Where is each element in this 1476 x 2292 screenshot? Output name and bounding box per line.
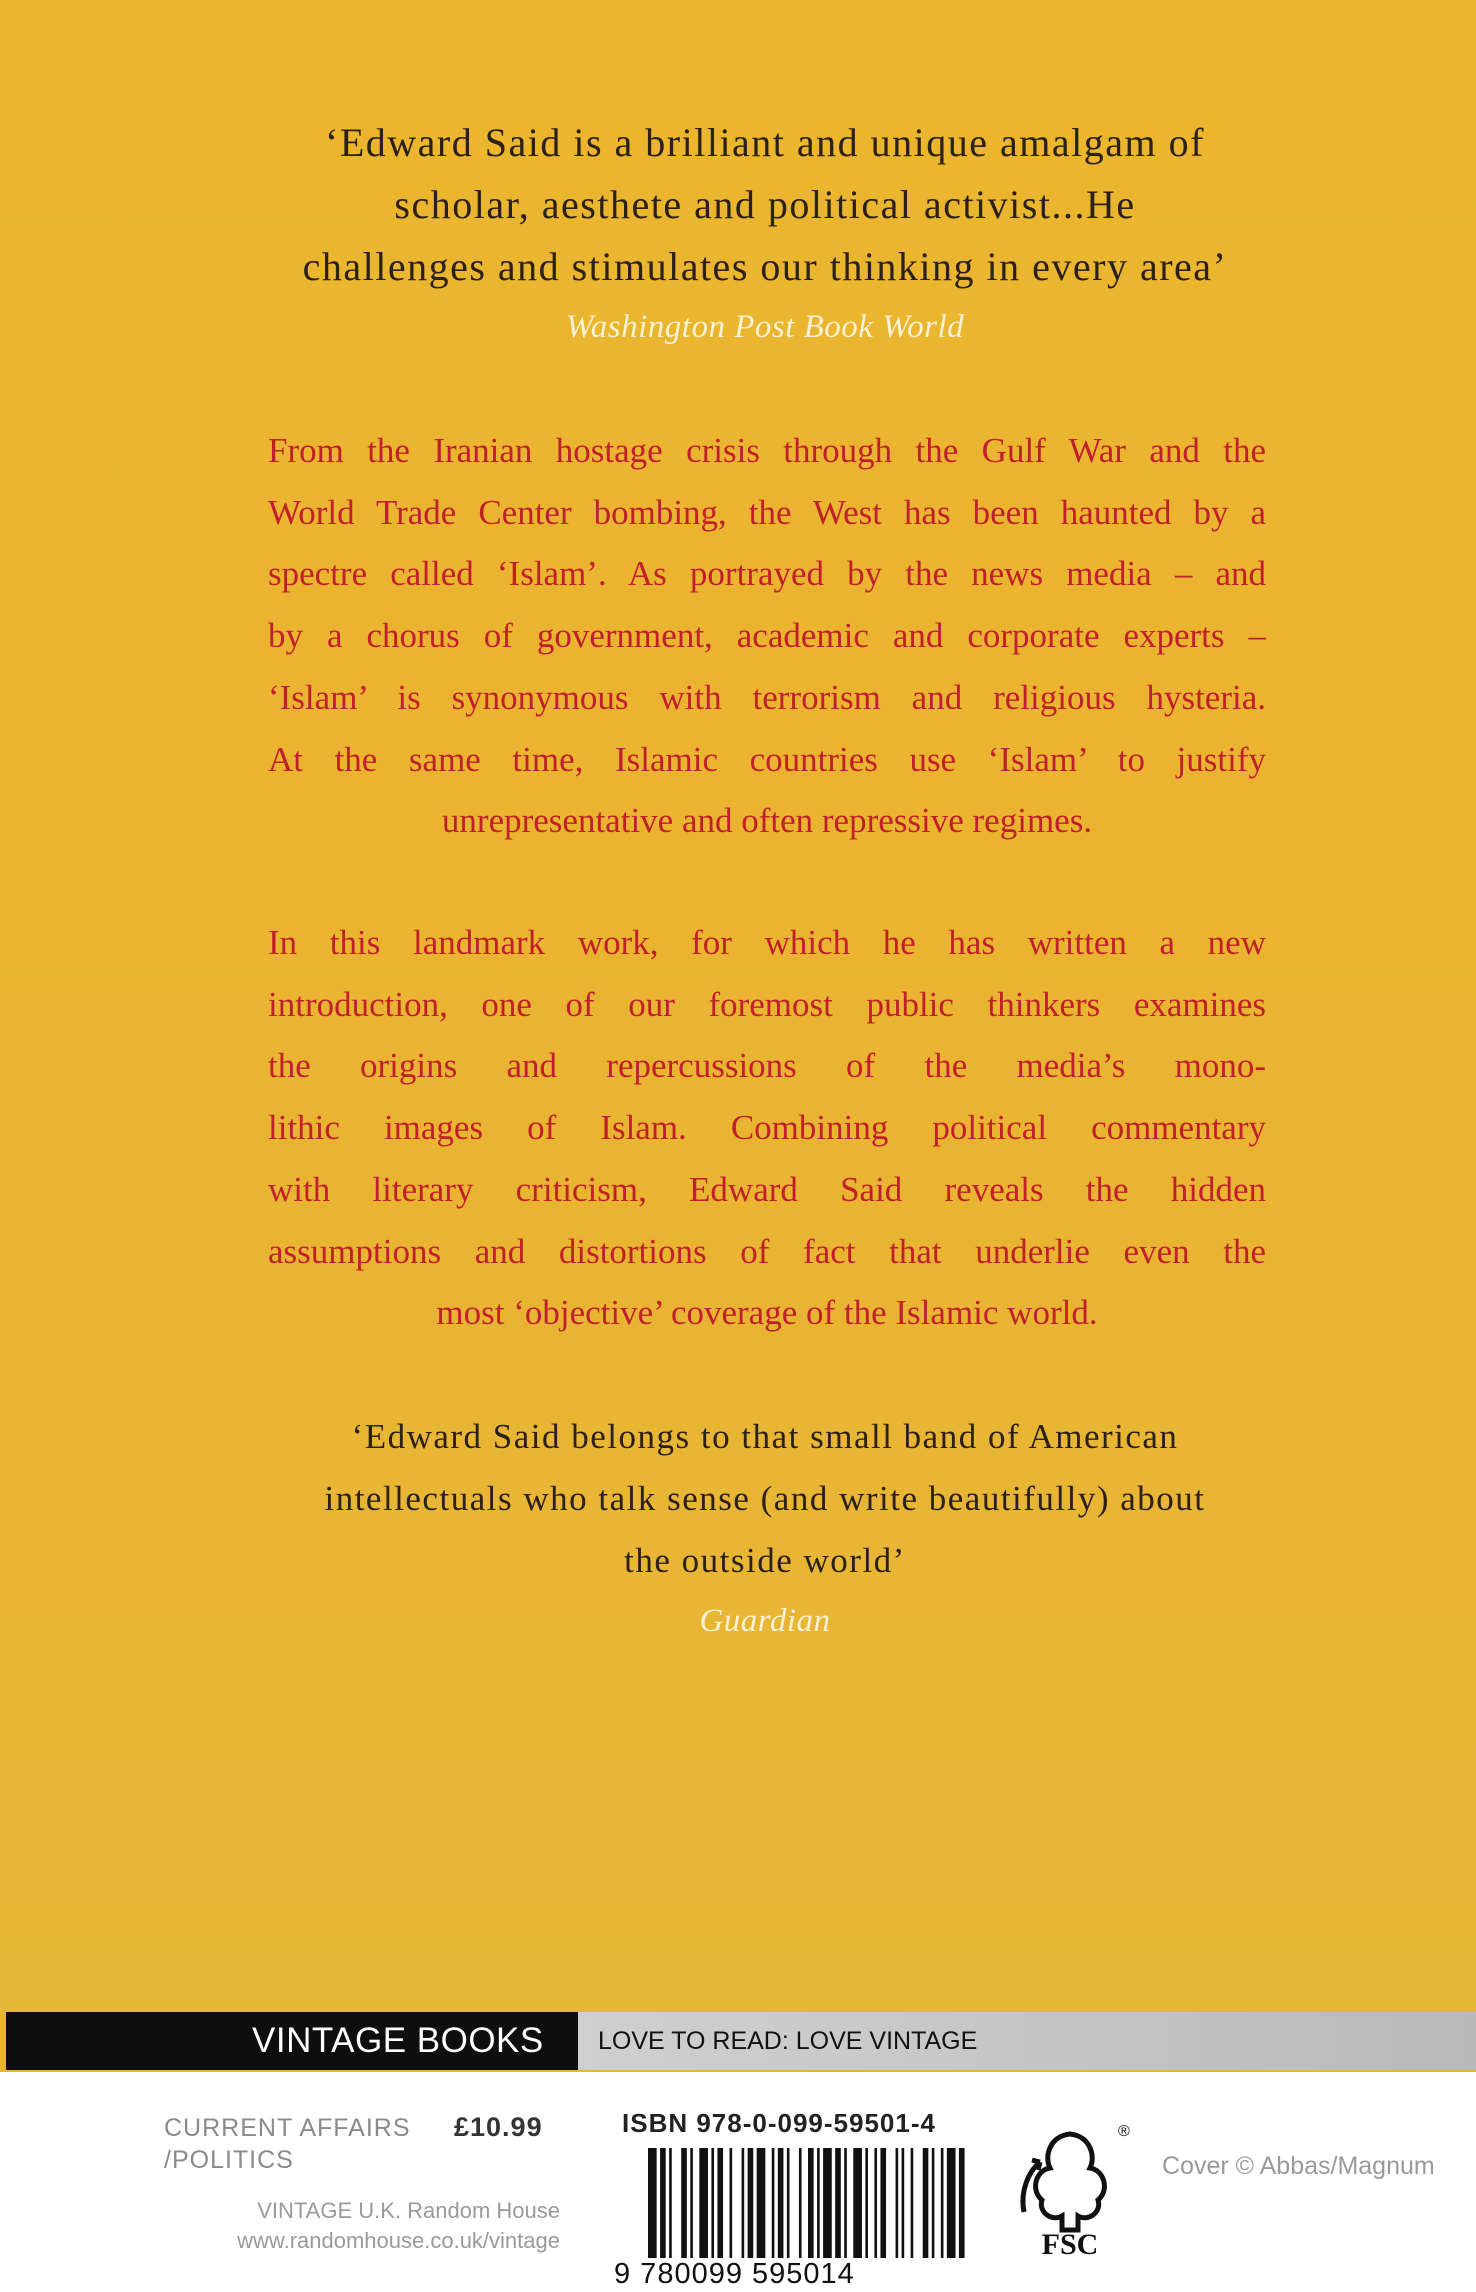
cover-credit: Cover © Abbas/Magnum bbox=[1162, 2152, 1435, 2180]
blurb-line: From the Iranian hostage crisis through the Gulf War and the bbox=[268, 431, 1266, 470]
barcode-bar bbox=[778, 2148, 784, 2258]
publisher-banner bbox=[6, 2012, 1476, 2070]
quote-source: Washington Post Book World bbox=[565, 309, 965, 345]
barcode-bar bbox=[874, 2148, 877, 2258]
isbn-label: ISBN 978-0-099-59501-4 bbox=[622, 2108, 936, 2138]
price-label: £10.99 bbox=[454, 2112, 543, 2142]
barcode-bar bbox=[717, 2148, 723, 2258]
barcode-digits: 9 780099 595014 bbox=[614, 2258, 855, 2290]
barcode-bar bbox=[865, 2148, 868, 2258]
barcode-bar bbox=[880, 2148, 886, 2258]
barcode-bar bbox=[959, 2148, 965, 2258]
barcode-bar bbox=[690, 2148, 693, 2258]
barcode-bar bbox=[681, 2148, 687, 2258]
blurb-line: with literary criticism, Edward Said reveals the hidden bbox=[268, 1169, 1266, 1209]
publisher-info bbox=[172, 2196, 560, 2256]
imprint-label: VINTAGE U.K. Random House bbox=[257, 2198, 560, 2223]
blurb-paragraph-2 bbox=[268, 912, 1266, 1344]
barcode-bar bbox=[853, 2148, 862, 2258]
blurb-line: assumptions and distortions of fact that underlie even the bbox=[268, 1231, 1266, 1271]
quote-line: ‘Edward Said is a brilliant and unique amalgam of bbox=[325, 120, 1205, 165]
barcode-bar bbox=[835, 2148, 841, 2258]
barcode-bar bbox=[911, 2148, 914, 2258]
blurb-line: At the same time, Islamic countries use ‘Islam’ to justify bbox=[268, 739, 1266, 779]
fsc-tree-icon bbox=[1010, 2112, 1130, 2262]
category-label bbox=[164, 2112, 411, 2176]
blurb-line: spectre called ‘Islam’. As portrayed by the news media – and bbox=[268, 554, 1266, 594]
barcode-bar bbox=[932, 2148, 935, 2258]
review-quote-guardian bbox=[230, 1406, 1300, 1650]
barcode-bar bbox=[742, 2148, 745, 2258]
fsc-label: FSC bbox=[1041, 2228, 1099, 2261]
blurb-line: most ‘objective’ coverage of the Islamic world. bbox=[436, 1293, 1098, 1333]
barcode-bar bbox=[669, 2148, 672, 2258]
publisher-name: VINTAGE BOOKS bbox=[252, 2021, 544, 2060]
blurb-line: lithic images of Islam. Combining political commentary bbox=[268, 1108, 1266, 1148]
barcode-bar bbox=[947, 2148, 956, 2258]
fsc-registered-mark: ® bbox=[1118, 2123, 1130, 2140]
barcode-bar bbox=[817, 2148, 820, 2258]
review-quote-washington-post bbox=[230, 112, 1300, 356]
blurb-line: In this landmark work, for which he has written a new bbox=[268, 923, 1266, 962]
barcode-bar bbox=[941, 2148, 944, 2258]
blurb-line: ‘Islam’ is synonymous with terrorism and religious hysteria. bbox=[268, 677, 1266, 717]
barcode-bar bbox=[902, 2148, 905, 2258]
blurb-line: unrepresentative and often repressive regimes. bbox=[441, 801, 1093, 841]
barcode-bar bbox=[711, 2148, 714, 2258]
quote-line: challenges and stimulates our thinking in every area’ bbox=[302, 244, 1228, 289]
barcode-bar bbox=[844, 2148, 847, 2258]
website-label: www.randomhouse.co.uk/vintage bbox=[237, 2228, 560, 2253]
quote-line: intellectuals who talk sense (and write beautifully) about bbox=[324, 1479, 1206, 1518]
footer bbox=[0, 2072, 1476, 2292]
quote-line: the outside world’ bbox=[624, 1541, 906, 1580]
barcode-bar bbox=[660, 2148, 666, 2258]
quote-source: Guardian bbox=[699, 1603, 831, 1639]
blurb-line: the origins and repercussions of the media’s mono- bbox=[268, 1046, 1266, 1086]
barcode-bar bbox=[748, 2148, 754, 2258]
blurb-line: by a chorus of government, academic and corporate experts – bbox=[268, 616, 1266, 656]
barcode-bar bbox=[923, 2148, 929, 2258]
blurb-paragraph-1 bbox=[268, 420, 1266, 852]
barcode-bar bbox=[772, 2148, 775, 2258]
category-line: /POLITICS bbox=[164, 2146, 294, 2174]
barcode-bar bbox=[787, 2148, 790, 2258]
barcode-bar bbox=[757, 2148, 766, 2258]
barcode-bar bbox=[896, 2148, 899, 2258]
category-line: CURRENT AFFAIRS bbox=[164, 2114, 411, 2142]
blurb-line: World Trade Center bombing, the West has been haunted by a bbox=[268, 492, 1266, 532]
barcode-bar bbox=[699, 2148, 708, 2258]
blurb-line: introduction, one of our foremost public thinkers examines bbox=[268, 984, 1266, 1024]
barcode-bar bbox=[730, 2148, 733, 2258]
quote-line: ‘Edward Said belongs to that small band of American bbox=[351, 1417, 1179, 1456]
barcode-bar bbox=[648, 2148, 657, 2258]
publisher-slogan: LOVE TO READ: LOVE VINTAGE bbox=[598, 2027, 978, 2055]
quote-line: scholar, aesthete and political activist...He bbox=[394, 182, 1136, 227]
barcode bbox=[648, 2148, 968, 2268]
barcode-bar bbox=[799, 2148, 802, 2258]
barcode-bar bbox=[808, 2148, 814, 2258]
barcode-bar bbox=[823, 2148, 832, 2258]
